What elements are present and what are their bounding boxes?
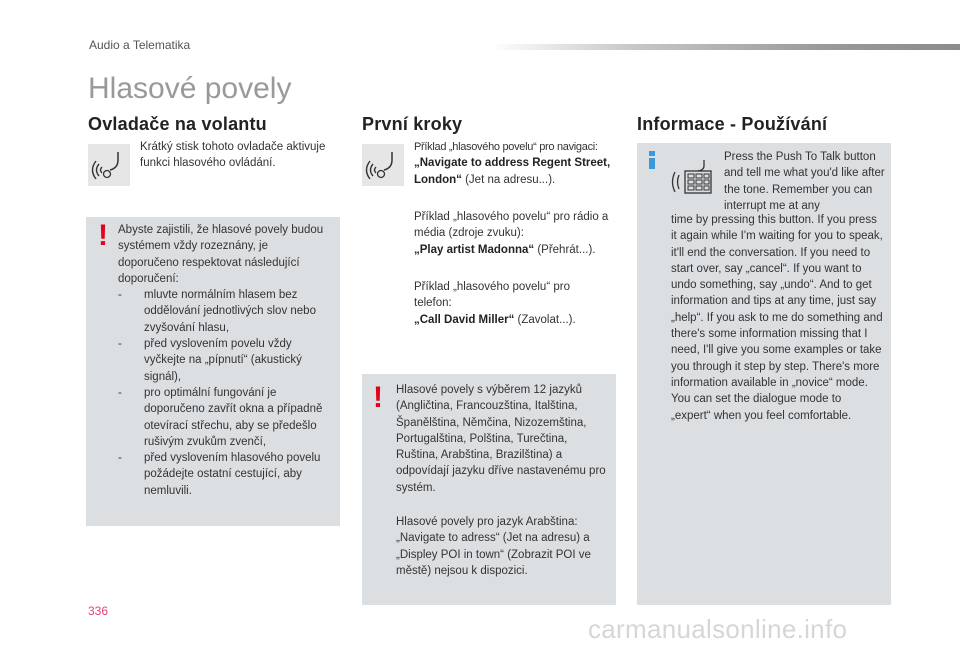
navigation-translation: (Jet na adresu...). xyxy=(461,173,556,186)
voice-control-icon xyxy=(668,158,716,198)
radio-example-intro: Příklad „hlasového povelu“ pro rádio a média (zdroje zvuku): xyxy=(414,211,609,240)
warning-content-steering xyxy=(118,222,328,499)
list-item: - před vyslovením povelu vždy vyčkejte na „pípnutí“ (akustický signál), xyxy=(118,336,328,385)
list-item: - pro optimální fungování je doporučeno zavřít okna a případně otevírací střechu, aby se předešlo rušivým zvukům zvenčí, xyxy=(118,385,328,450)
navigation-example xyxy=(414,139,624,188)
list-item: - mluvte normálním hlasem bez oddělování jednotlivých slov nebo zvyšování hlasu, xyxy=(118,287,328,336)
steering-control-description: Krátký stisk tohoto ovladače aktivuje funkci hlasového ovládání. xyxy=(140,141,326,170)
radio-translation: (Přehrát...). xyxy=(534,243,596,256)
voice-control-icon xyxy=(88,144,130,186)
section-label: Audio a Telematika xyxy=(89,38,191,52)
phone-example-intro: Příklad „hlasového povelu“ pro telefon: xyxy=(414,281,570,310)
page-number: 336 xyxy=(88,604,109,618)
heading-steering-controls: Ovladače na volantu xyxy=(88,114,267,134)
header-rule xyxy=(490,44,960,50)
radio-example xyxy=(414,209,614,258)
warning-intro: Abyste zajistili, že hlasové povely budou systémem vždy rozeznány, je doporučeno respektovat následující doporučení: xyxy=(118,224,324,285)
voice-control-icon xyxy=(362,144,404,186)
watermark: carmanualsonline.info xyxy=(588,614,848,644)
navigation-command: „Navigate to address Regent Street, London“ xyxy=(414,157,611,186)
phone-example-command xyxy=(414,312,589,328)
info-text-top: Press the Push To Talk button and tell me what you'd like after the tone. Remember you can interrupt me at any xyxy=(724,151,885,212)
languages-warning xyxy=(396,382,608,579)
phone-example xyxy=(414,279,589,328)
list-item: - před vyslovením hlasového povelu požádejte ostatní cestující, aby nemluvili. xyxy=(118,450,328,499)
warning-icon: ! xyxy=(373,381,383,414)
warning-icon: ! xyxy=(98,219,108,252)
radio-example-command xyxy=(414,242,614,258)
phone-translation: (Zavolat...). xyxy=(514,313,576,326)
page-title: Hlasové povely xyxy=(88,72,292,105)
info-text-rest: time by pressing this button. If you press it again while I'm waiting for you to speak, it'll end the conversation. If you need to start over, say „cancel“. If you want to undo something, say „undo“. And to get information and tips at any time, just say „help“. If you ask to me do something and there's some information missing that I need, I'll give you some examples or take you through it step by step. There's more information available in „novice“ mode. You can set the dialogue mode to „expert“ when you feel comfortable. xyxy=(671,214,883,422)
navigation-example-command xyxy=(414,155,624,188)
heading-info-usage: Informace - Používání xyxy=(637,114,828,134)
arabic-warning-text: Hlasové povely pro jazyk Arabština: „Navigate to adress“ (Jet na adresu) a „Displey POI in town“ (Zobrazit POI ve městě) nejsou k dispozici. xyxy=(396,516,591,577)
navigation-example-intro: Příklad „hlasového povelu“ pro navigaci: xyxy=(414,141,598,153)
phone-command: „Call David Miller“ xyxy=(414,313,515,326)
heading-first-steps: První kroky xyxy=(362,114,463,134)
warning-list xyxy=(118,287,328,499)
radio-command: „Play artist Madonna“ xyxy=(414,243,535,256)
languages-warning-text: Hlasové povely s výběrem 12 jazyků (Angličtina, Francouzština, Italština, Španělština, Němčina, Nizozemština, Portugalština, Polština, Turečtina, Ruština, Arabština, Brazilština) a odpovídají jazyku dříve nastavenému pro systém. xyxy=(396,384,606,494)
